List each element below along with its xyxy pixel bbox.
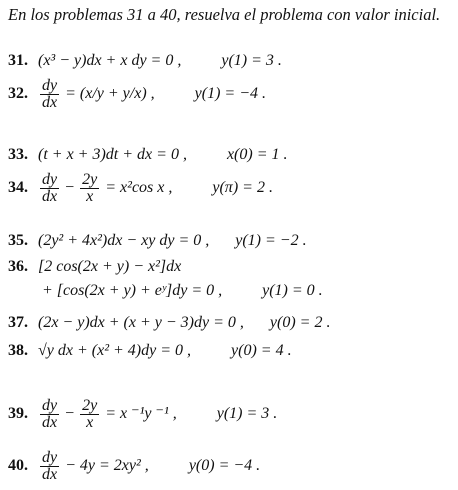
fraction-dy-dx: $\frac{dy}{dx}$ (42, 171, 58, 205)
equation: (t + x + 3)dt + dx = 0 , (38, 146, 187, 163)
problem-number: 39. (8, 405, 28, 423)
initial-condition: y(1) = −2 . (235, 232, 307, 249)
fraction-2y-x: $\frac{2y}{x}$ (82, 397, 98, 431)
problem-34: 34. $\frac{dy}{dx}$ − $\frac{2y}{x}$ = x²cos x , y(π) = 2 . (8, 171, 273, 205)
equation: = x²cos x , (105, 179, 173, 197)
problem-number: 33. (8, 146, 28, 163)
problem-35 (8, 232, 307, 250)
problem-number: 36. (8, 258, 28, 275)
initial-condition: y(0) = 4 . (231, 342, 292, 359)
equation: = (x/y + y/x) , (65, 85, 155, 103)
initial-condition: y(1) = −4 . (194, 85, 267, 103)
problem-39: 39. $\frac{dy}{dx}$ − $\frac{2y}{x}$ = x ⁻¹y ⁻¹ , y(1) = 3 . (8, 397, 278, 431)
problem-number: 35. (8, 232, 28, 249)
problem-number: 32. (8, 85, 28, 103)
problem-number: 34. (8, 179, 28, 197)
problem-36 (8, 258, 181, 276)
initial-condition: y(1) = 3 . (221, 52, 282, 69)
fraction-dy-dx: $\frac{dy}{dx}$ (42, 449, 58, 483)
problem-37 (8, 314, 330, 332)
equation: = x ⁻¹y ⁻¹ , (105, 405, 177, 423)
problem-number: 31. (8, 52, 28, 69)
problem-set-intro: En los problemas 31 a 40, resuelva el problema con valor inicial. (8, 5, 441, 24)
problem-40 (8, 450, 260, 483)
problem-number: 38. (8, 342, 28, 359)
equation: (x³ − y)dx + x dy = 0 , (38, 52, 182, 69)
equation: − 4y = 2xy² , (65, 457, 149, 475)
equation-line-2: + [cos(2x + y) + eʸ]dy = 0 , (42, 282, 223, 299)
problem-33 (8, 146, 288, 164)
fraction-dy-dx: $\frac{dy}{dx}$ (42, 397, 58, 431)
equation: √y dx + (x² + 4)dy = 0 , (38, 342, 192, 359)
problem-32 (8, 78, 266, 111)
initial-condition: y(0) = 2 . (269, 314, 331, 331)
equation: (2x − y)dx + (x + y − 3)dy = 0 , (38, 314, 244, 331)
problem-number: 40. (8, 457, 28, 475)
fraction-2y-x: $\frac{2y}{x}$ (82, 171, 98, 205)
problem-number: 37. (8, 314, 28, 331)
initial-condition: y(1) = 0 . (262, 282, 323, 299)
initial-condition: y(1) = 3 . (216, 405, 278, 423)
equation: (2y² + 4x²)dx − xy dy = 0 , (38, 232, 210, 249)
initial-condition: y(π) = 2 . (212, 179, 273, 197)
fraction-dy-dx: $\frac{dy}{dx}$ (42, 77, 58, 111)
problem-36-cont (42, 282, 323, 300)
problem-31 (8, 52, 282, 70)
equation-line-1: [2 cos(2x + y) − x²]dx (38, 258, 182, 275)
initial-condition: y(0) = −4 . (188, 457, 261, 475)
problem-38 (8, 342, 292, 360)
initial-condition: x(0) = 1 . (226, 146, 288, 163)
